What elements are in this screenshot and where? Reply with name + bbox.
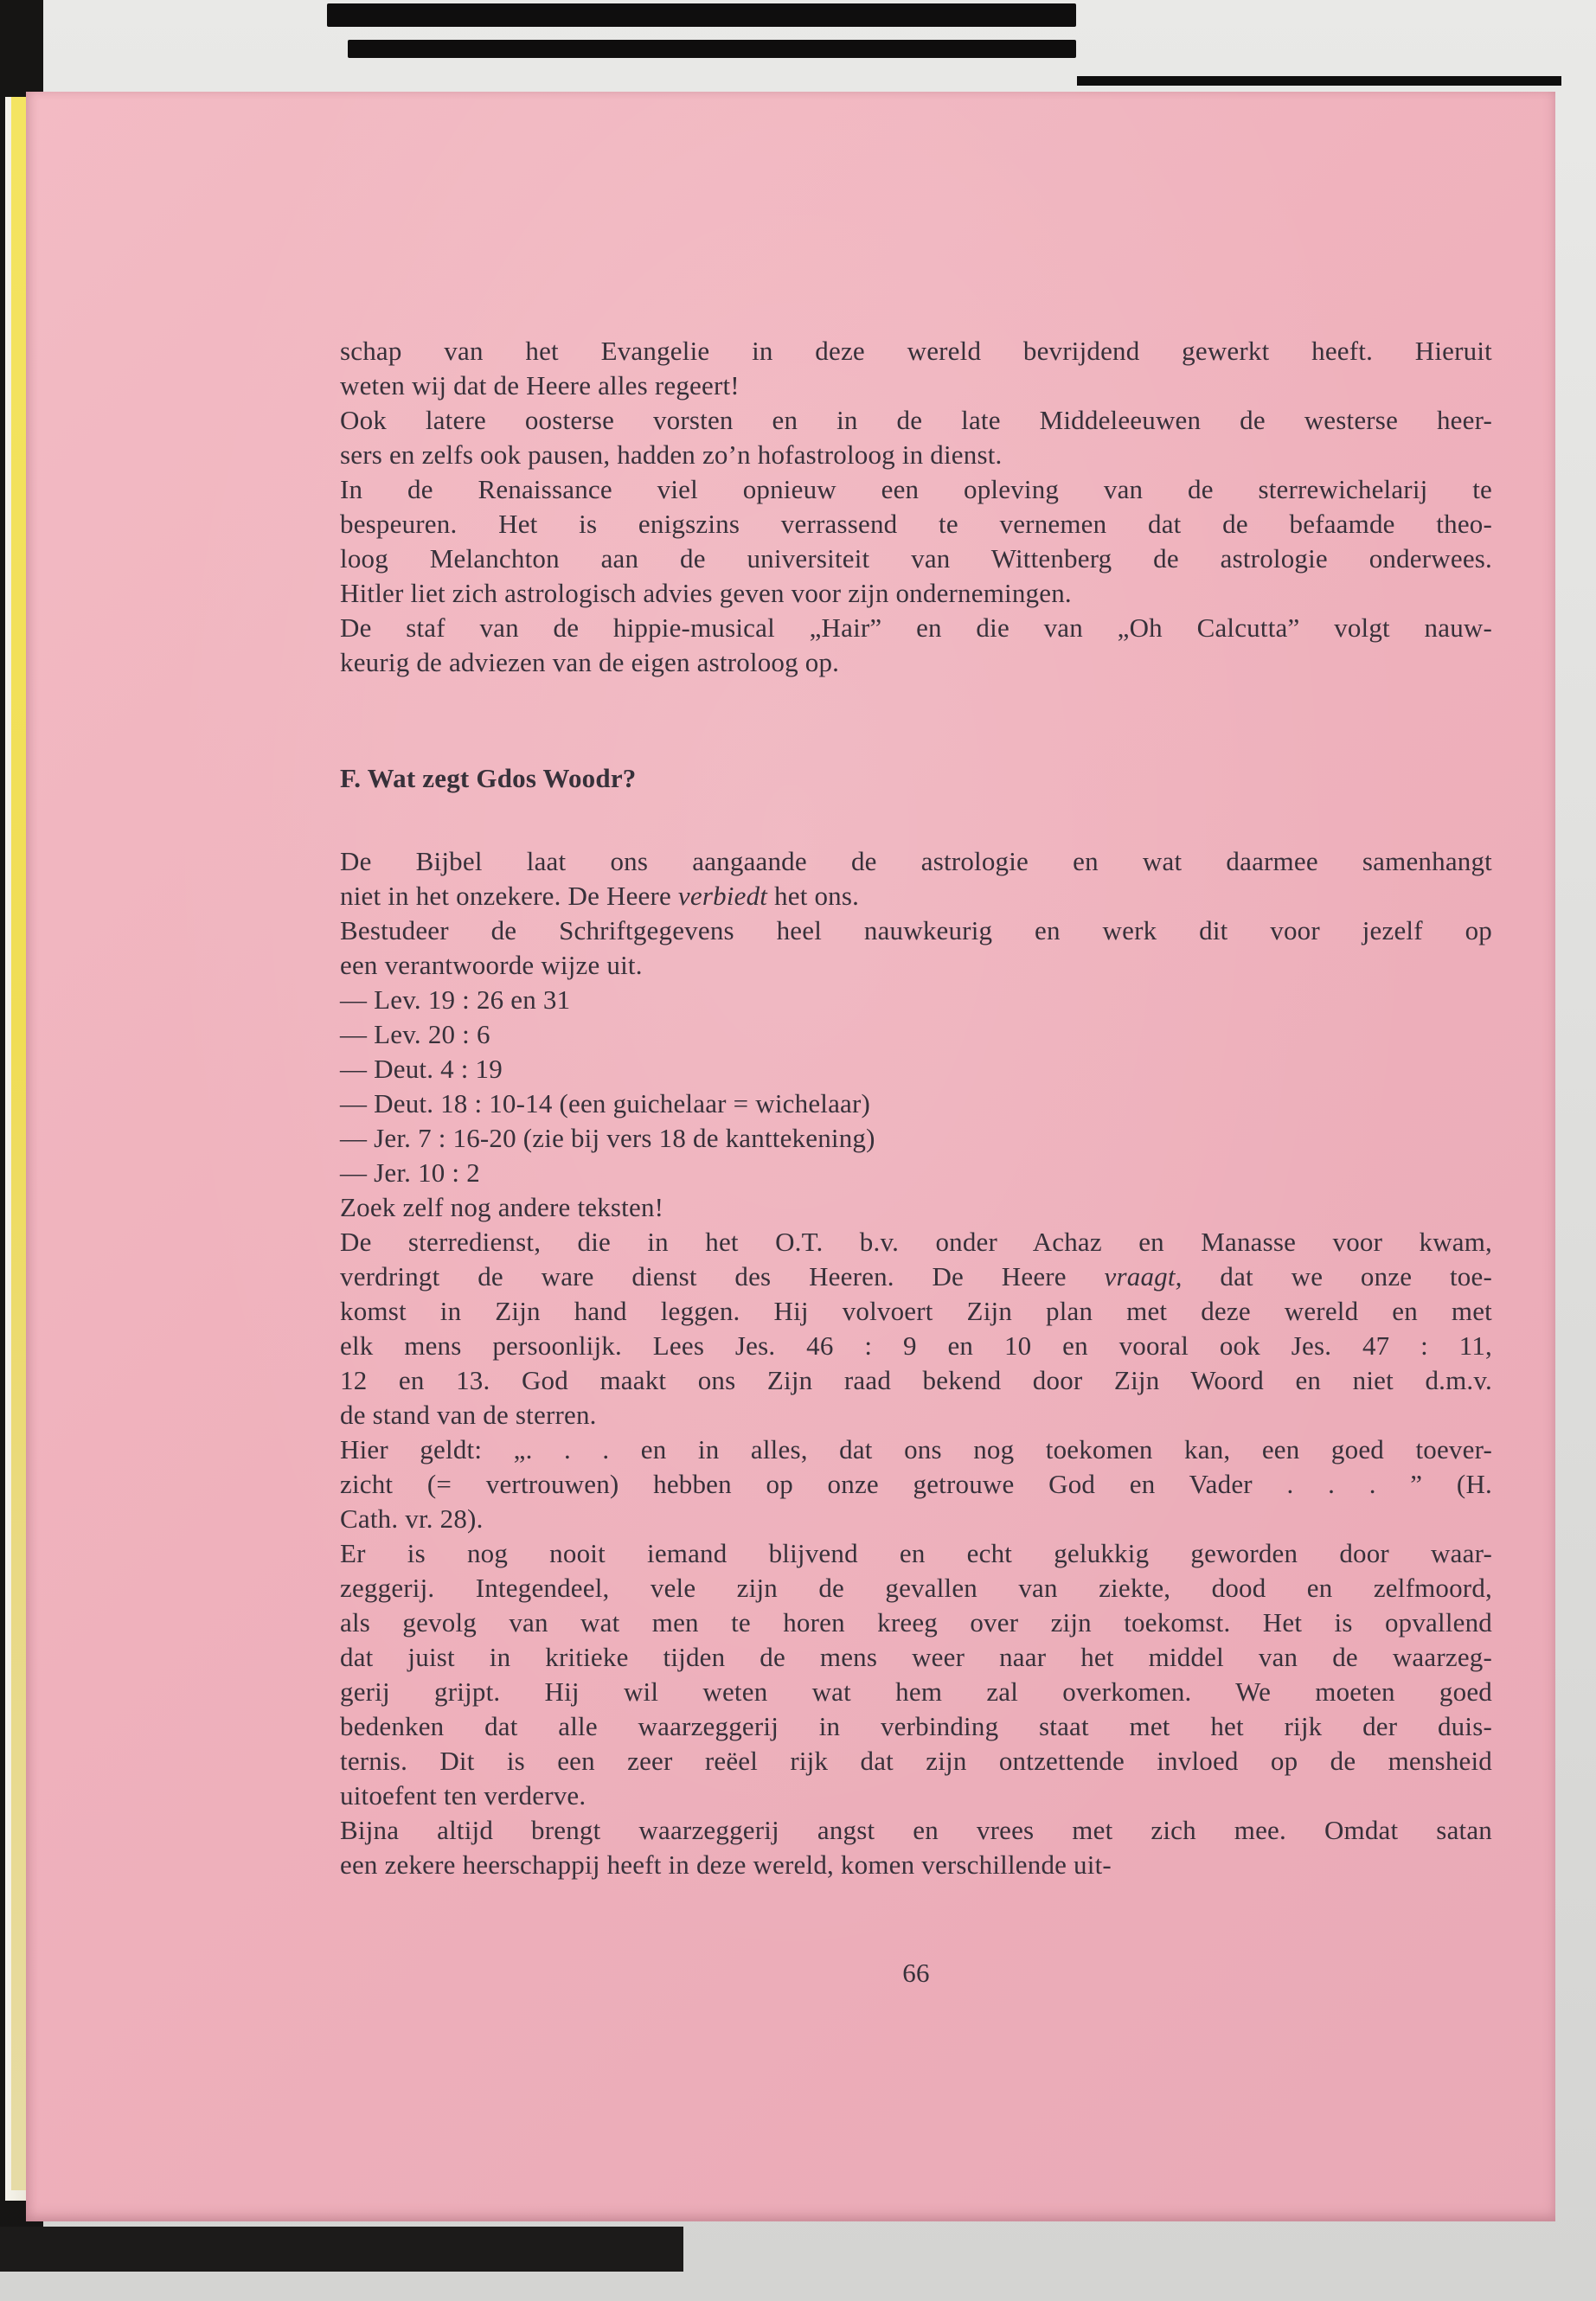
text-line: komst in Zijn hand leggen. Hij volvoert Zijn plan met deze wereld en met — [340, 1296, 1492, 1326]
italic-word: verbiedt — [677, 881, 768, 911]
text-line: elk mens persoonlijk. Lees Jes. 46 : 9 en 10 en vooral ook Jes. 47 : 11, — [340, 1330, 1492, 1361]
text-line: Ook latere oosterse vorsten en in de late Middeleeuwen de westerse heer- — [340, 405, 1492, 435]
text-line: Cath. vr. 28). — [340, 1503, 484, 1534]
text-line: zeggerij. Integendeel, vele zijn de gevallen van ziekte, dood en zelfmoord, — [340, 1573, 1492, 1603]
text-line: keurig de adviezen van de eigen astroloog op. — [340, 647, 840, 677]
scripture-list-item: — Deut. 18 : 10-14 (een guichelaar = wichelaar) — [340, 1088, 871, 1118]
text-line: De staf van de hippie-musical „Hair” en die van „Oh Calcutta” volgt nauw- — [340, 612, 1492, 643]
text-line — [340, 1259, 1492, 1294]
text-line: Bestudeer de Schriftgegevens heel nauwkeurig en werk dit voor jezelf op — [340, 915, 1492, 945]
text-line: bedenken dat alle waarzeggerij in verbinding staat met het rijk der duis- — [340, 1711, 1492, 1741]
text-line: In de Renaissance viel opnieuw een opleving van de sterrewichelarij te — [340, 474, 1492, 504]
text-line: weten wij dat de Heere alles regeert! — [340, 370, 740, 401]
text-line: sers en zelfs ook pausen, hadden zo’n hofastroloog in dienst. — [340, 439, 1003, 470]
text-line: als gevolg van wat men te horen kreeg over zijn toekomst. Het is opvallend — [340, 1607, 1492, 1638]
section-heading: F. Wat zegt Gdos Woodr? — [340, 763, 637, 793]
text-line: De Bijbel laat ons aangaande de astrologie en wat daarmee samenhangt — [340, 846, 1492, 876]
italic-word: vraagt, — [1104, 1261, 1183, 1292]
text-line: De sterredienst, die in het O.T. b.v. onder Achaz en Manasse voor kwam, — [340, 1227, 1492, 1257]
text-line: Hier geldt: „. . . en in alles, dat ons nog toekomen kan, een goed toever- — [340, 1434, 1492, 1465]
text-line: bespeuren. Het is enigszins verrassend te vernemen dat de befaamde theo- — [340, 509, 1492, 539]
text-line: een zekere heerschappij heeft in deze wereld, komen verschillende uit- — [340, 1849, 1112, 1880]
book-cover-top-edge — [1077, 76, 1561, 86]
text-segment: het ons. — [767, 881, 860, 911]
scripture-list-item: — Lev. 20 : 6 — [340, 1019, 490, 1049]
text-line: 12 en 13. God maakt ons Zijn raad bekend door Zijn Woord en niet d.m.v. — [340, 1365, 1492, 1395]
text-segment: niet in het onzekere. De Heere — [340, 881, 678, 911]
scan-artifact-top-bar-2 — [348, 40, 1076, 58]
scripture-list-item: — Deut. 4 : 19 — [340, 1054, 503, 1084]
scripture-list-item: — Jer. 7 : 16-20 (zie bij vers 18 de kanttekening) — [340, 1123, 875, 1153]
scripture-list-item: — Lev. 19 : 26 en 31 — [340, 984, 571, 1015]
text-line: Zoek zelf nog andere teksten! — [340, 1192, 664, 1222]
text-line: een verantwoorde wijze uit. — [340, 950, 643, 980]
text-line: gerij grijpt. Hij wil weten wat hem zal overkomen. We moeten goed — [340, 1676, 1492, 1707]
text-line — [340, 879, 1492, 913]
text-line: Bijna altijd brengt waarzeggerij angst en vrees met zich mee. Omdat satan — [340, 1815, 1492, 1845]
text-block — [340, 334, 1492, 1990]
text-line: schap van het Evangelie in deze wereld bevrijdend gewerkt heeft. Hieruit — [340, 336, 1492, 366]
text-line: Er is nog nooit iemand blijvend en echt gelukkig geworden door waar- — [340, 1538, 1492, 1568]
text-line: dat juist in kritieke tijden de mens weer naar het middel van de waarzeg- — [340, 1642, 1492, 1672]
book-cover-bottom — [0, 2227, 683, 2272]
text-line: Hitler liet zich astrologisch advies geven voor zijn ondernemingen. — [340, 578, 1072, 608]
text-line: uitoefent ten verderve. — [340, 1780, 586, 1811]
text-line: ternis. Dit is een zeer reëel rijk dat zijn ontzettende invloed op de mensheid — [340, 1746, 1492, 1776]
page-number: 66 — [902, 1958, 930, 1988]
scripture-list-item: — Jer. 10 : 2 — [340, 1157, 480, 1188]
text-segment: verdringt de ware dienst des Heeren. De Heere — [340, 1261, 1105, 1292]
text-segment: dat we onze toe- — [1182, 1261, 1492, 1292]
text-line: loog Melanchton aan de universiteit van Wittenberg de astrologie onderwees. — [340, 543, 1492, 574]
book-page — [26, 92, 1555, 2221]
text-line: zicht (= vertrouwen) hebben op onze getrouwe God en Vader . . . ” (H. — [340, 1469, 1492, 1499]
scan-artifact-top-bar-1 — [327, 3, 1076, 27]
text-line: de stand van de sterren. — [340, 1400, 597, 1430]
